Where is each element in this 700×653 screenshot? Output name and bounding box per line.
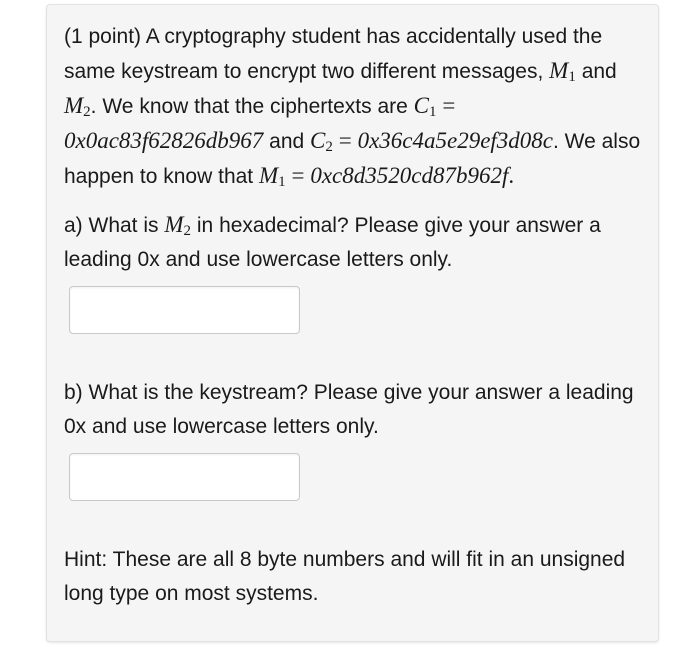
also-happen-text: . We also happen to know that — [64, 130, 641, 188]
part-a-m2-variable: $M_2$ — [164, 212, 192, 239]
question-card — [46, 4, 659, 642]
c2-value: 0x36c4a5e29ef3d08c — [357, 128, 553, 153]
end-period: . — [508, 163, 515, 188]
part-b-answer-input[interactable] — [69, 453, 300, 501]
hint-text: Hint: These are all 8 byte numbers and will fit in an unsigned long type on most systems. — [64, 548, 626, 605]
question-text — [64, 20, 642, 194]
m1-value: 0xc8d3520cd87b962f — [310, 163, 509, 188]
period-text: . — [90, 95, 97, 118]
equals-sign-3: = — [291, 163, 305, 188]
part-a-prefix: a) What is — [64, 214, 159, 237]
part-b-question: b) What is the keystream? Please give your answer a leading 0x and use lowercase letters only. — [64, 381, 634, 438]
part-a-suffix: in hexadecimal? Please give your answer a leading 0x and use lowercase letters only. — [64, 214, 601, 271]
we-know-text: We know that the ciphertexts are — [102, 95, 408, 118]
and-text-2: and — [269, 130, 305, 153]
c1-variable: $C_1$ — [413, 93, 437, 120]
part-a-answer-input[interactable] — [69, 286, 300, 334]
intro-text: (1 point) A cryptography student has accidentally used the same keystream to encrypt two different messages, — [64, 25, 603, 83]
equals-sign: = — [442, 93, 456, 118]
and-text: and — [581, 60, 617, 83]
equals-sign-2: = — [338, 128, 352, 153]
c1-value: 0x0ac83f62826db967 — [64, 128, 264, 153]
m1-variable: $M_1$ — [549, 58, 576, 85]
m1-variable-2: $M_1$ — [259, 163, 286, 190]
part-a-question — [64, 208, 642, 277]
c2-variable: $C_2$ — [310, 128, 333, 155]
m2-variable: $M_2$ — [64, 93, 91, 120]
